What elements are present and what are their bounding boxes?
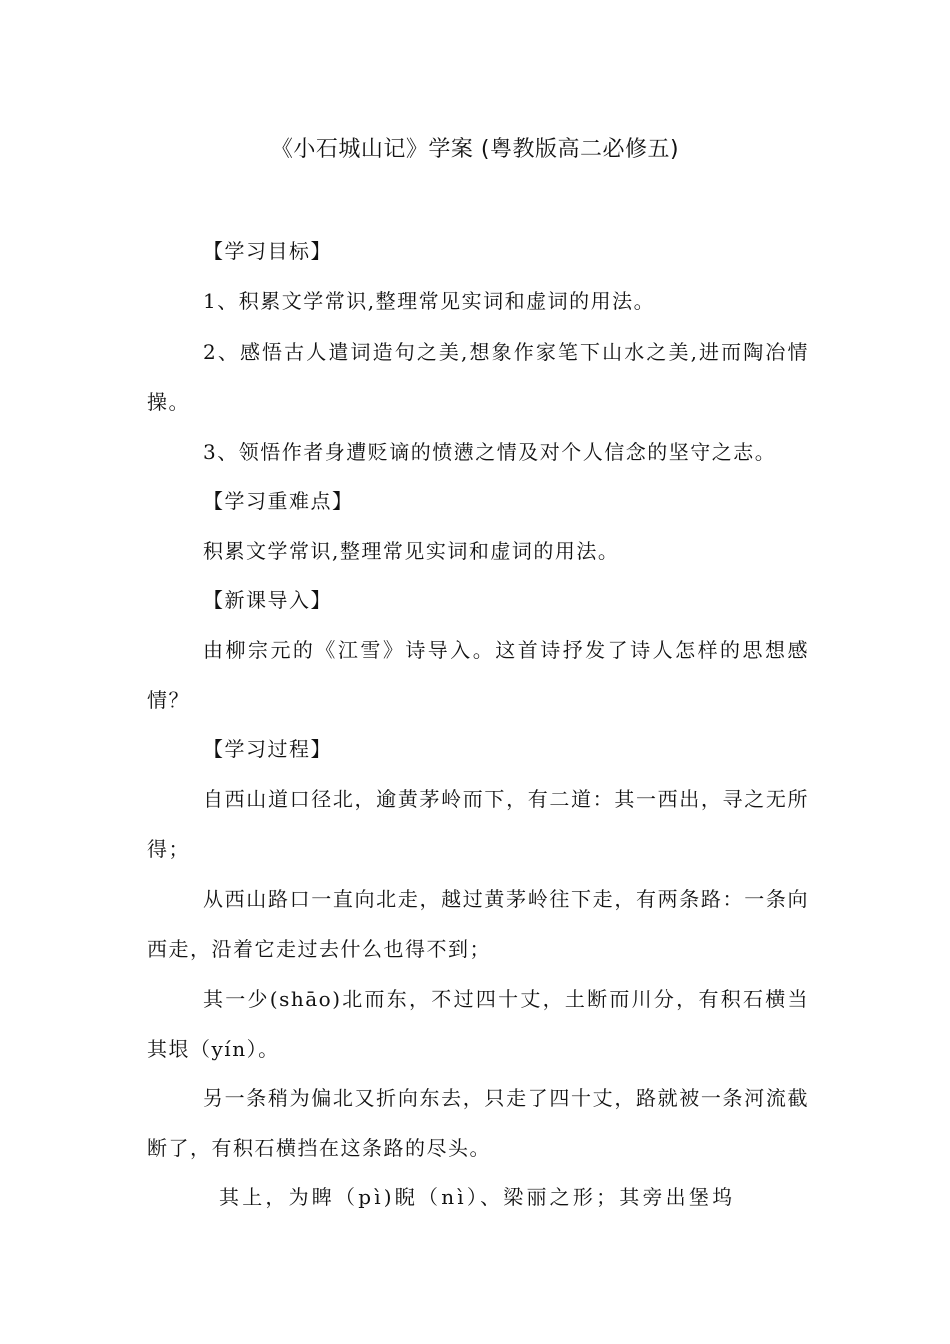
document-title: 《小石城山记》学案 (粤教版高二必修五) <box>270 137 680 162</box>
section-heading-key-points: 【学习重难点】 <box>203 489 354 513</box>
paragraph-goal-3: 3、领悟作者身遭贬谪的愤懑之情及对个人信念的坚守之志。 <box>203 440 777 464</box>
paragraph-original-2: 其一少(shāo)北而东，不过四十丈，土断而川分，有积石横当其垠（yín）。 <box>147 987 809 1061</box>
paragraph-key-points: 积累文学常识,整理常见实词和虚词的用法。 <box>203 539 620 563</box>
paragraph-original-1: 自西山道口径北，逾黄茅岭而下，有二道：其一西出，寻之无所得； <box>147 787 809 861</box>
paragraph-goal-2: 2、感悟古人遣词造句之美,想象作家笔下山水之美,进而陶冶情操。 <box>147 340 809 414</box>
section-heading-intro: 【新课导入】 <box>203 588 332 612</box>
paragraph-intro: 由柳宗元的《江雪》诗导入。这首诗抒发了诗人怎样的思想感情？ <box>147 638 809 712</box>
paragraph-translation-2: 另一条稍为偏北又折向东去，只走了四十丈，路就被一条河流截断了，有积石横挡在这条路的尽头。 <box>147 1086 809 1160</box>
paragraph-goal-1: 1、积累文学常识,整理常见实词和虚词的用法。 <box>203 289 656 313</box>
paragraph-translation-1: 从西山路口一直向北走，越过黄茅岭往下走，有两条路：一条向西走，沿着它走过去什么也得不到； <box>147 887 809 961</box>
section-heading-process: 【学习过程】 <box>203 737 332 761</box>
paragraph-original-3: 其上，为睥（pì)睨（nì）、梁丽之形；其旁出堡坞 <box>219 1185 736 1209</box>
section-heading-goals: 【学习目标】 <box>203 239 332 263</box>
